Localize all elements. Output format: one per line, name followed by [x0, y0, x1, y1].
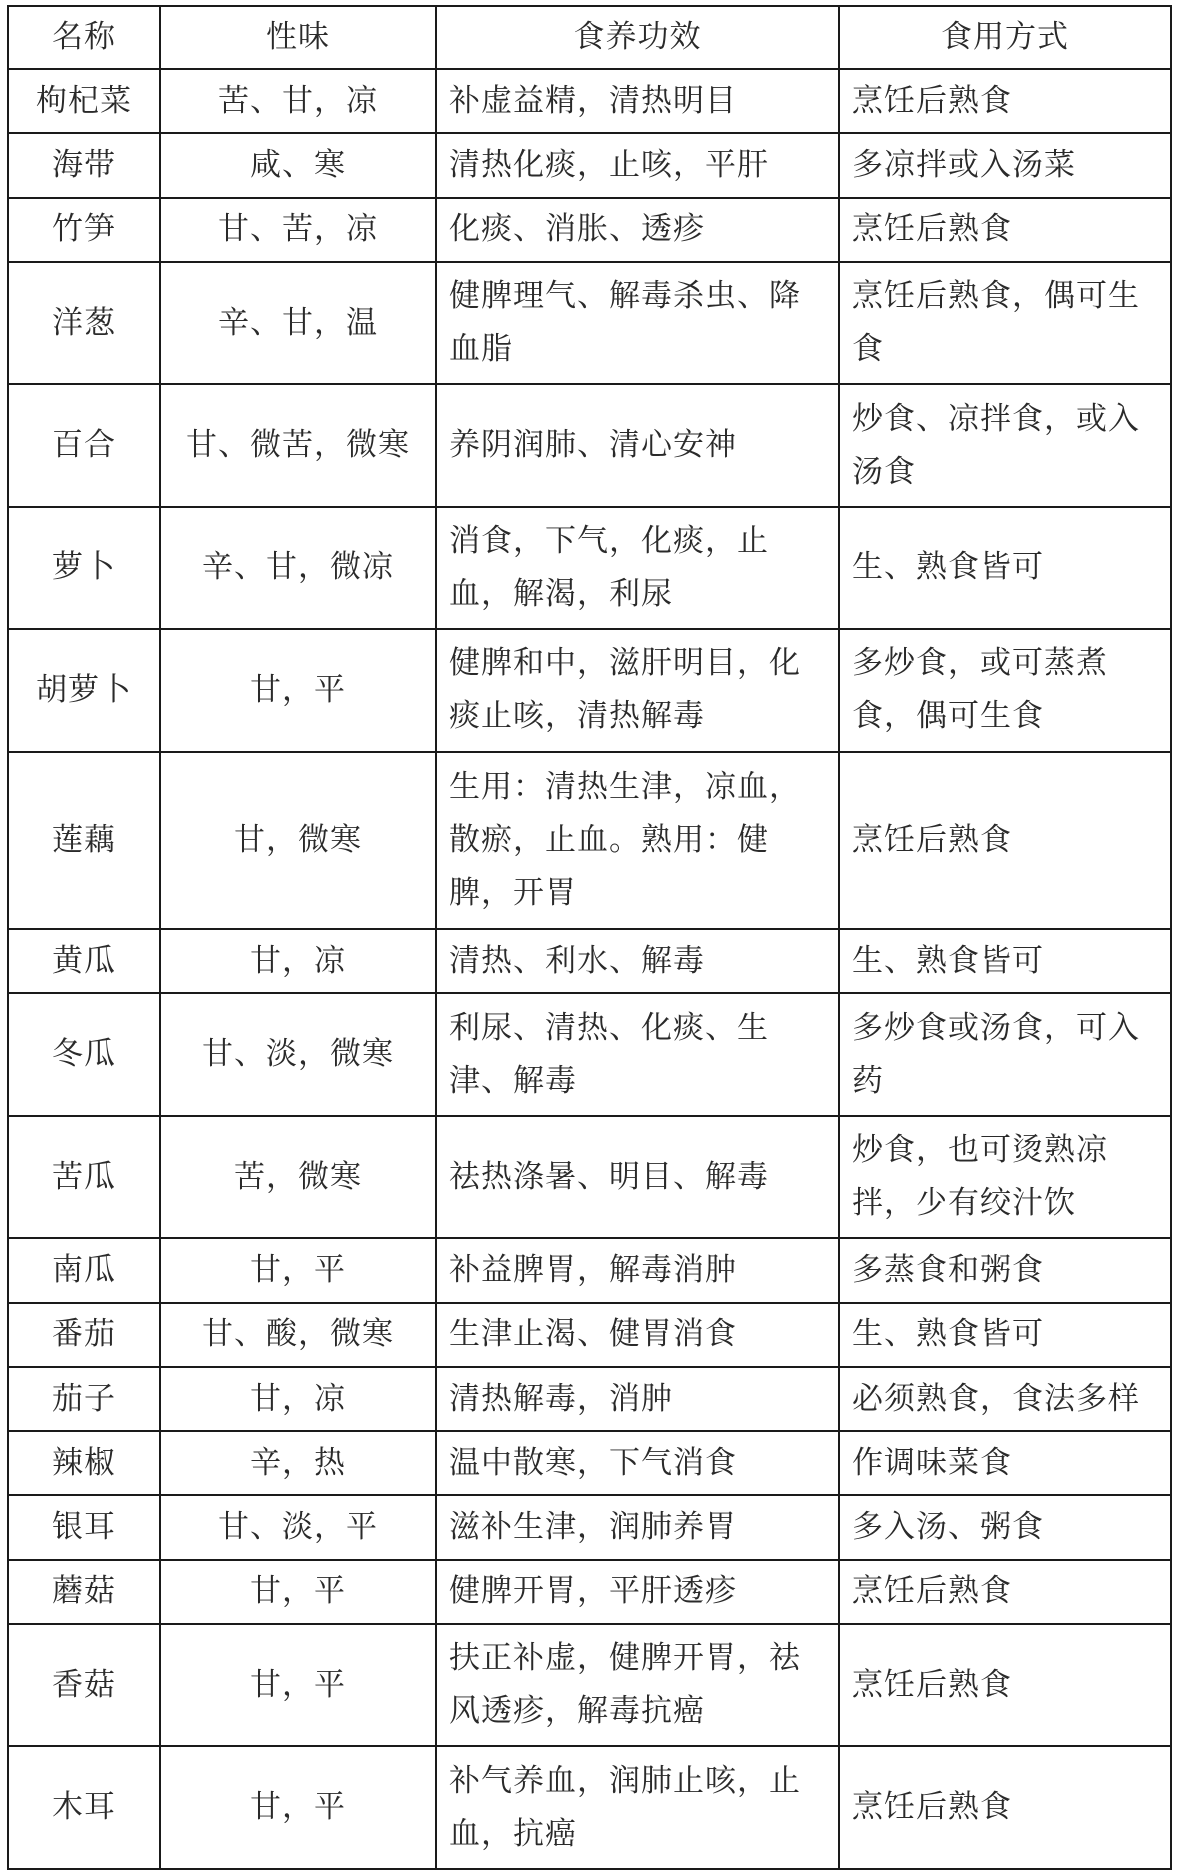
- table-row: [8, 1367, 1171, 1431]
- cell-name: 蘑菇: [8, 1560, 160, 1624]
- cell-taste: 咸、寒: [160, 133, 436, 197]
- cell-taste: 甘、酸，微寒: [160, 1303, 436, 1367]
- cell-taste: 甘，平: [160, 1624, 436, 1746]
- cell-effect: 健脾开胃，平肝透疹: [436, 1560, 839, 1624]
- cell-effect: 滋补生津，润肺养胃: [436, 1495, 839, 1559]
- table-row: [8, 133, 1171, 197]
- cell-effect: 补气养血，润肺止咳，止血，抗癌: [436, 1746, 839, 1869]
- cell-effect: 补益脾胃，解毒消肿: [436, 1238, 839, 1302]
- table-row: [8, 1431, 1171, 1495]
- table-row: [8, 1624, 1171, 1746]
- cell-name: 银耳: [8, 1495, 160, 1559]
- table-row: [8, 1238, 1171, 1302]
- cell-method: 烹饪后熟食: [839, 1560, 1171, 1624]
- table-row: [8, 1116, 1171, 1238]
- cell-taste: 甘，凉: [160, 929, 436, 993]
- cell-method: 烹饪后熟食: [839, 1624, 1171, 1746]
- table-row: [8, 1303, 1171, 1367]
- header-taste: 性味: [160, 6, 436, 69]
- table-row: [8, 1746, 1171, 1869]
- cell-effect: 利尿、清热、化痰、生津、解毒: [436, 993, 839, 1115]
- cell-name: 枸杞菜: [8, 69, 160, 133]
- cell-name: 木耳: [8, 1746, 160, 1869]
- cell-method: 多凉拌或入汤菜: [839, 133, 1171, 197]
- table-row: [8, 1560, 1171, 1624]
- cell-name: 莲藕: [8, 752, 160, 930]
- cell-method: 炒食、凉拌食，或入汤食: [839, 384, 1171, 506]
- cell-method: 炒食，也可烫熟凉拌，少有绞汁饮: [839, 1116, 1171, 1238]
- cell-taste: 苦，微寒: [160, 1116, 436, 1238]
- cell-effect: 清热化痰，止咳，平肝: [436, 133, 839, 197]
- cell-method: 多炒食或汤食，可入药: [839, 993, 1171, 1115]
- cell-taste: 辛、甘，微凉: [160, 507, 436, 629]
- cell-effect: 祛热涤暑、明目、解毒: [436, 1116, 839, 1238]
- cell-name: 竹笋: [8, 198, 160, 262]
- cell-method: 烹饪后熟食: [839, 69, 1171, 133]
- header-row: [8, 6, 1171, 69]
- cell-method: 多入汤、粥食: [839, 1495, 1171, 1559]
- cell-taste: 甘，凉: [160, 1367, 436, 1431]
- cell-effect: 温中散寒，下气消食: [436, 1431, 839, 1495]
- cell-name: 辣椒: [8, 1431, 160, 1495]
- cell-method: 生、熟食皆可: [839, 1303, 1171, 1367]
- cell-taste: 甘，微寒: [160, 752, 436, 930]
- cell-taste: 甘，平: [160, 1238, 436, 1302]
- cell-method: 烹饪后熟食: [839, 1746, 1171, 1869]
- cell-effect: 化痰、消胀、透疹: [436, 198, 839, 262]
- header-effect: 食养功效: [436, 6, 839, 69]
- table-row: [8, 993, 1171, 1115]
- cell-name: 胡萝卜: [8, 629, 160, 751]
- cell-name: 茄子: [8, 1367, 160, 1431]
- cell-taste: 甘、淡，微寒: [160, 993, 436, 1115]
- cell-effect: 养阴润肺、清心安神: [436, 384, 839, 506]
- cell-name: 洋葱: [8, 262, 160, 384]
- table-row: [8, 198, 1171, 262]
- cell-method: 烹饪后熟食，偶可生食: [839, 262, 1171, 384]
- cell-name: 冬瓜: [8, 993, 160, 1115]
- cell-taste: 苦、甘，凉: [160, 69, 436, 133]
- cell-taste: 甘，平: [160, 1560, 436, 1624]
- cell-method: 必须熟食，食法多样: [839, 1367, 1171, 1431]
- cell-effect: 清热、利水、解毒: [436, 929, 839, 993]
- cell-name: 苦瓜: [8, 1116, 160, 1238]
- cell-taste: 甘，平: [160, 1746, 436, 1869]
- cell-effect: 清热解毒，消肿: [436, 1367, 839, 1431]
- cell-method: 生、熟食皆可: [839, 507, 1171, 629]
- cell-effect: 扶正补虚，健脾开胃，祛风透疹，解毒抗癌: [436, 1624, 839, 1746]
- cell-name: 百合: [8, 384, 160, 506]
- cell-effect: 健脾和中，滋肝明目，化痰止咳，清热解毒: [436, 629, 839, 751]
- cell-method: 多炒食，或可蒸煮食，偶可生食: [839, 629, 1171, 751]
- table-body: [8, 69, 1171, 1869]
- cell-name: 番茄: [8, 1303, 160, 1367]
- cell-effect: 消食，下气，化痰，止血，解渴，利尿: [436, 507, 839, 629]
- cell-method: 作调味菜食: [839, 1431, 1171, 1495]
- food-therapy-table: [7, 5, 1172, 1870]
- cell-effect: 生用：清热生津，凉血，散瘀，止血。熟用：健脾，开胃: [436, 752, 839, 930]
- table-row: [8, 629, 1171, 751]
- table-row: [8, 69, 1171, 133]
- header-method: 食用方式: [839, 6, 1171, 69]
- cell-taste: 甘、淡，平: [160, 1495, 436, 1559]
- cell-effect: 补虚益精，清热明目: [436, 69, 839, 133]
- table-row: [8, 752, 1171, 930]
- header-name: 名称: [8, 6, 160, 69]
- cell-name: 南瓜: [8, 1238, 160, 1302]
- cell-effect: 生津止渴、健胃消食: [436, 1303, 839, 1367]
- cell-name: 海带: [8, 133, 160, 197]
- table-row: [8, 507, 1171, 629]
- cell-taste: 辛、甘，温: [160, 262, 436, 384]
- cell-method: 烹饪后熟食: [839, 198, 1171, 262]
- cell-taste: 甘、苦，凉: [160, 198, 436, 262]
- cell-name: 香菇: [8, 1624, 160, 1746]
- cell-effect: 健脾理气、解毒杀虫、降血脂: [436, 262, 839, 384]
- cell-taste: 甘、微苦，微寒: [160, 384, 436, 506]
- cell-name: 黄瓜: [8, 929, 160, 993]
- cell-name: 萝卜: [8, 507, 160, 629]
- cell-taste: 甘，平: [160, 629, 436, 751]
- cell-taste: 辛，热: [160, 1431, 436, 1495]
- table-row: [8, 929, 1171, 993]
- table-row: [8, 1495, 1171, 1559]
- cell-method: 烹饪后熟食: [839, 752, 1171, 930]
- table-row: [8, 262, 1171, 384]
- cell-method: 多蒸食和粥食: [839, 1238, 1171, 1302]
- cell-method: 生、熟食皆可: [839, 929, 1171, 993]
- table-row: [8, 384, 1171, 506]
